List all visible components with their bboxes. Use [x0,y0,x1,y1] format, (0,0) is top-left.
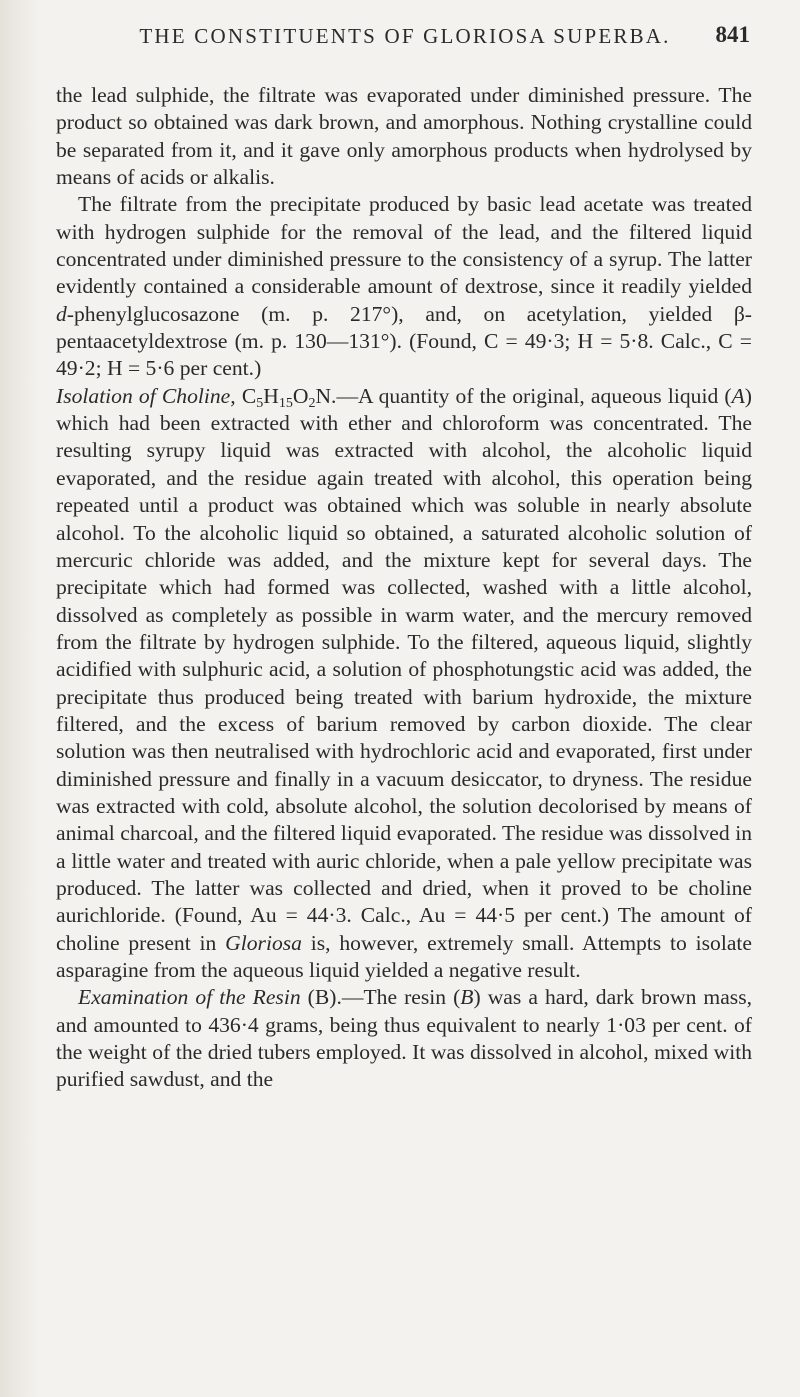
section-heading-resin: Examination of the Resin [78,985,301,1010]
paragraph-text: (B).—The resin ( [300,985,461,1010]
paragraph-choline [56,383,752,985]
section-heading-choline: Isolation of Choline, [56,383,236,408]
paragraph-text: -phenylglucosazone (m. p. 217°), and, on acetylation, yielded β-pentaacetyldextrose (m. p. 130—131°). (Found, C = 49·3; H = 5·8. Calc., C = 49·2; H = 5·6 per cent.) [56,301,752,381]
paragraph-lead-sulphide [56,82,752,191]
choline-formula [241,383,337,411]
paragraph-text: The filtrate from the precipitate produced by basic lead acetate was treated with hydrogen sulphide for the removal of the lead, and the filtered liquid concentrated under diminished pressure to the consistency of a syrup. The latter evidently contained a considerable amount of dextrose, since it readily yielded [56,192,752,299]
formula-h: H [263,383,279,408]
paragraph-text: ) was a hard, dark brown mass, and amounted to 436·4 grams, being thus equivalent to nearly 1·03 per cent. of the weight of the dried tubers employed. It was dissolved in alcohol, mixed with purified sawdust, and the [56,985,752,1092]
paragraph-text: ) which had been extracted with ether and chloroform was concentrated. The resulting syrupy liquid was extracted with alcohol, the alcoholic liquid evaporated, and the residue again treated with alcohol, this operation being repeated until a product was obtained which was soluble in nearly absolute alcohol. To the alcoholic liquid so obtained, a saturated alcoholic solution of mercuric chloride was added, and the mixture kept for several days. The precipitate which had formed was collected, washed with a little alcohol, dissolved as completely as possible in warm water, and the mercury removed from the filtrate by hydrogen sulphide. To the filtered, aqueous liquid, slightly acidified with sulphuric acid, a solution of phosphotungstic acid was added, the precipitate thus produced being treated with barium hydroxide, the mixture filtered, and the excess of barium removed by carbon dioxide. The clear solution was then neutralised with hydrochloric acid and evaporated, first under diminished pressure and finally in a vacuum desiccator, to dryness. The residue was extracted with cold, absolute alcohol, the solution decolorised by means of animal charcoal, and the filtered liquid evaporated. The residue was dissolved in a little water and treated with auric chloride, when a pale yellow precipitate was produced. The latter was collected and dried, when it proved to be choline aurichloride. (Found, Au = 44·3. Calc., Au = 44·5 per cent.) The amount of choline present in [56,383,752,955]
paragraph-text: —A quantity of the original, aqueous liquid ( [336,383,732,408]
formula-h-sub: 15 [278,395,293,411]
paragraph-text: the lead sulphide, the filtrate was evaporated under diminished pressure. The product so obtained was dark brown, and amorphous. Nothing crystalline could be separated from it, and it gave only amorphous products when hydrolysed by means of acids or alkalis. [56,83,752,190]
scan-shade [0,0,40,1397]
running-title: THE CONSTITUENTS OF GLORIOSA SUPERBA. [139,24,671,48]
running-header [60,18,750,58]
italic-gloriosa: Gloriosa [225,930,302,955]
formula-o: O [292,383,309,408]
italic-b: B [460,985,474,1010]
italic-a: A [731,383,745,408]
italic-d: d [56,301,67,326]
paragraph-dextrose [56,191,752,382]
body-text [56,82,752,1094]
formula-o-sub: 2 [308,395,316,411]
formula-c-sub: 5 [256,395,264,411]
formula-c: C [241,383,257,408]
page-number: 841 [715,22,750,47]
paragraph-text: is, however, extremely small. Attempts to isolate asparagine from the aqueous liquid yielded a negative result. [56,930,752,982]
formula-n: N. [315,383,337,408]
paragraph-resin [56,984,752,1093]
